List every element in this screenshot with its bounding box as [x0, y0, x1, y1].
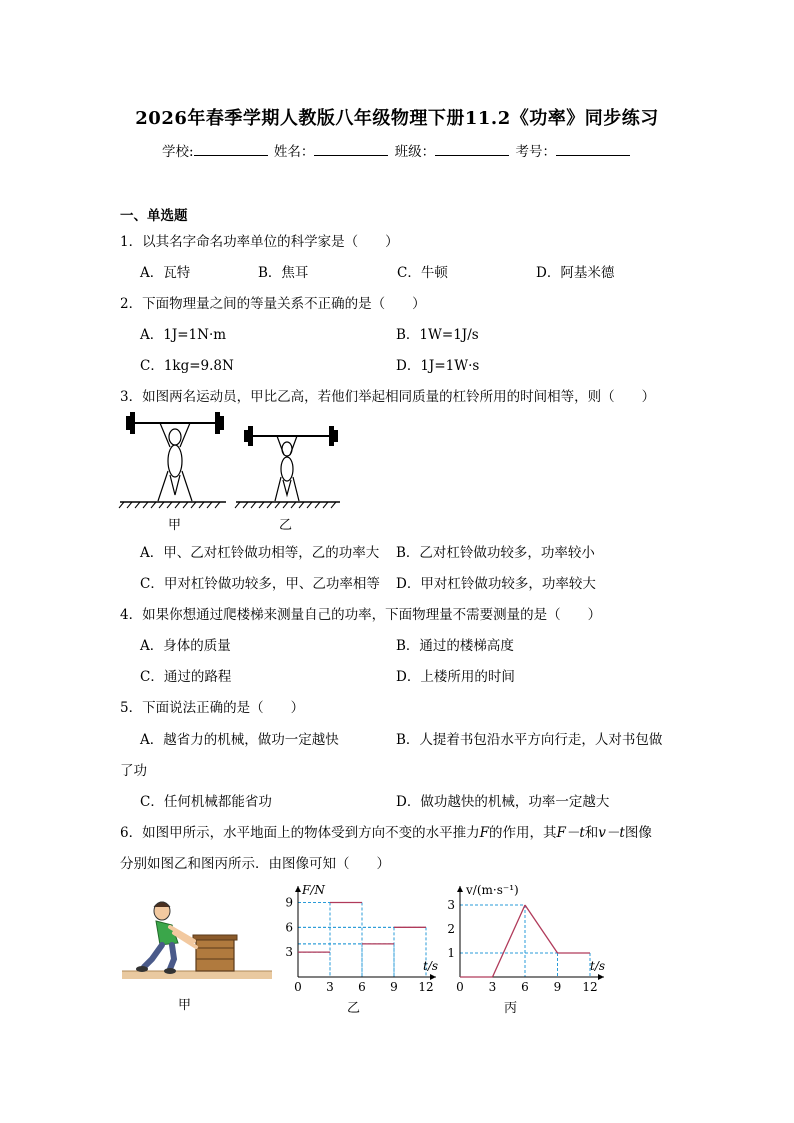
vt-x-tick-label: 0: [456, 980, 464, 994]
vt-y-arrow: [457, 886, 463, 892]
vt-x-tick-label: 3: [488, 980, 497, 994]
question-4-option-a: A．身体的质量: [140, 638, 231, 654]
figure-label-yi: 乙: [279, 518, 293, 533]
vt-y-tick-label: 3: [447, 898, 455, 912]
question-2-option-d: D．1J=1W·s: [396, 358, 480, 374]
question-3-option-c: C．甲对杠铃做功较多，甲、乙功率相等: [140, 576, 380, 592]
name-label: 姓名：: [273, 144, 315, 160]
ft-y-tick-label: 6: [285, 920, 293, 935]
vt-xlabel: t/s: [590, 959, 606, 973]
question-1-option-b: B．焦耳: [258, 265, 309, 281]
class-blank: [435, 143, 509, 156]
section-heading: 一、单选题: [120, 208, 188, 224]
vt-y-tick-label: 1: [447, 946, 455, 960]
question-3-option-a: A．甲、乙对杠铃做功相等，乙的功率大: [140, 545, 380, 561]
q6-text-d: 图像: [624, 825, 652, 841]
student-info-line: [0, 140, 794, 160]
q6-text-a: 6．如图甲所示，水平地面上的物体受到方向不变的水平推力: [120, 825, 480, 841]
exam-no-label: 考号：: [515, 144, 556, 160]
figure-label-jia-6: 甲: [178, 998, 192, 1013]
question-5-option-b-continued: 了功: [120, 763, 147, 779]
force-time-chart: [278, 880, 448, 1020]
question-5-stem: 5．下面说法正确的是（ ）: [120, 700, 305, 716]
question-6-stem-line1: [120, 821, 652, 841]
ft-x-tick-label: 0: [294, 980, 302, 994]
question-3-option-b: B．乙对杠铃做功较多，功率较小: [396, 545, 595, 561]
class-label: 班级：: [394, 144, 436, 160]
ft-y-arrow: [295, 886, 301, 892]
q6-text-b: 的作用，其: [488, 825, 557, 841]
exam-no-blank: [556, 143, 630, 156]
vt-y-tick-label: 2: [447, 922, 455, 936]
question-1-option-c: C．牛顿: [397, 265, 448, 281]
q6-var-f: F: [479, 825, 489, 841]
ft-x-tick-label: 3: [326, 980, 334, 994]
pushing-box-figure: [118, 885, 274, 1015]
question-3-stem: 3．如图两名运动员，甲比乙高，若他们举起相同质量的杠铃所用的时间相等，则（ ）: [120, 389, 656, 405]
vt-x-arrow: [598, 974, 604, 980]
figure-label-jia: 甲: [168, 518, 182, 533]
question-2-option-b: B．1W=1J/s: [396, 327, 479, 343]
question-1-stem: 1．以其名字命名功率单位的科学家是（ ）: [120, 234, 399, 250]
ft-x-tick-label: 6: [358, 980, 366, 994]
question-1-option-d: D．阿基米德: [536, 265, 615, 281]
ft-ylabel: F/N: [302, 883, 325, 897]
weightlifters-figure: [118, 405, 348, 535]
vt-chart-caption: 丙: [504, 1001, 518, 1016]
vt-ylabel: v/(m·s⁻¹): [466, 883, 519, 897]
ft-x-tick-label: 9: [390, 980, 398, 994]
question-2-option-c: C．1kg=9.8N: [140, 358, 234, 374]
ft-y-tick-label: 3: [285, 945, 293, 960]
question-4-option-d: D．上楼所用的时间: [396, 669, 515, 685]
vt-x-tick-label: 9: [553, 980, 562, 994]
question-2-stem: 2．下面物理量之间的等量关系不正确的是（ ）: [120, 296, 426, 312]
page-title: 2026年春季学期人教版八年级物理下册11.2《功率》同步练习: [135, 108, 659, 129]
question-6-stem-line2: 分别如图乙和图丙所示．由图像可知（ ）: [120, 856, 390, 872]
ft-y-tick-label: 9: [285, 895, 293, 910]
vt-series-segment: [525, 905, 558, 953]
question-5-option-a: A．越省力的机械，做功一定越快: [140, 732, 339, 748]
question-4-stem: 4．如果你想通过爬楼梯来测量自己的功率，下面物理量不需要测量的是（ ）: [120, 607, 602, 623]
ft-chart-caption: 乙: [347, 1001, 361, 1016]
question-5-option-d: D．做功越快的机械，功率一定越大: [396, 794, 610, 810]
q6-text-c: 和: [584, 825, 599, 841]
q6-var-vt: v－t: [598, 825, 625, 841]
question-1-option-a: A．瓦特: [140, 265, 191, 281]
name-blank: [314, 143, 388, 156]
question-5-option-c: C．任何机械都能省功: [140, 794, 272, 810]
school-blank: [194, 143, 268, 156]
question-2-option-a: A．1J=1N·m: [140, 327, 227, 343]
ft-x-tick-label: 12: [418, 980, 434, 994]
vt-x-tick-label: 6: [521, 980, 529, 994]
ft-xlabel: t/s: [423, 959, 439, 973]
question-4-option-c: C．通过的路程: [140, 669, 232, 685]
question-3-option-d: D．甲对杠铃做功较多，功率较大: [396, 576, 596, 592]
q6-var-ft: F－t: [556, 825, 585, 841]
question-5-option-b: B．人提着书包沿水平方向行走，人对书包做: [396, 732, 663, 748]
vt-series-segment: [493, 905, 526, 977]
question-4-option-b: B．通过的楼梯高度: [396, 638, 514, 654]
school-label: 学校:: [162, 144, 194, 160]
vt-x-tick-label: 12: [582, 980, 598, 994]
velocity-time-chart: [440, 880, 612, 1020]
